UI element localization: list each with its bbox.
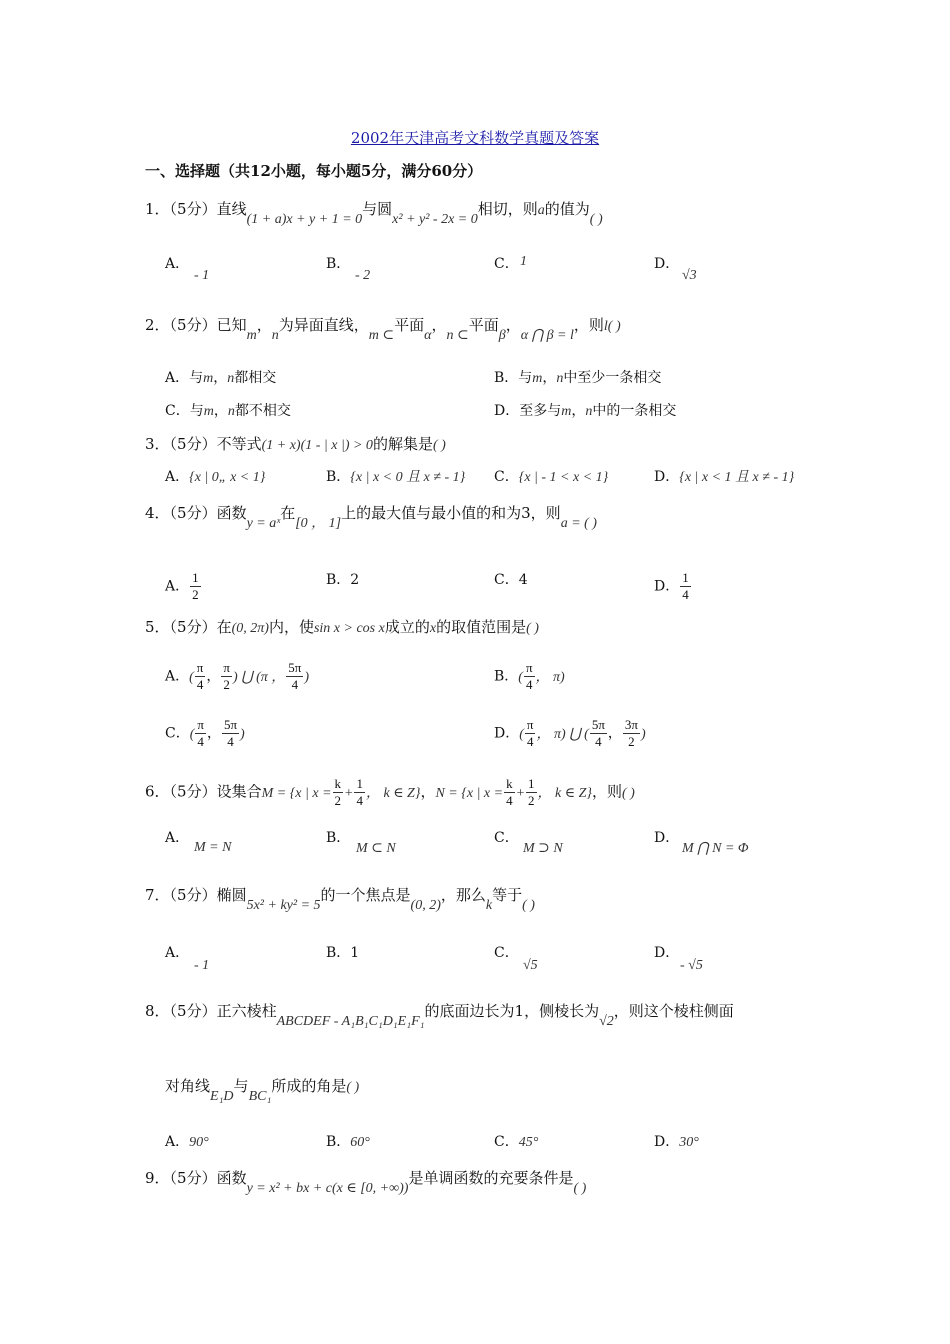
option-var: m: [561, 404, 572, 419]
q6-set-n: N = {x | x =: [435, 785, 504, 801]
page-title[interactable]: 2002年天津高考文科数学真题及答案: [350, 129, 600, 147]
option-text: ，: [571, 403, 586, 419]
q1-circle-equation: x² + y² - 2x = 0: [392, 212, 478, 227]
q5-option-d: [494, 717, 646, 750]
q6-option-a-label: A．: [165, 830, 190, 846]
fraction: [190, 570, 201, 603]
q2-option-a: [165, 368, 276, 389]
q7-option-d-label: D．: [654, 945, 680, 961]
option-label: C．: [165, 725, 190, 742]
fraction: [526, 776, 537, 809]
option-text: 中的一条相交: [592, 403, 677, 419]
q4-option-c: [494, 570, 528, 590]
question-4: [145, 502, 597, 531]
q2-var-n: n: [271, 328, 279, 343]
option-label: B．: [326, 469, 351, 485]
q7-text: ，那么: [440, 886, 486, 904]
numerator: k: [506, 776, 513, 791]
option-label: C．: [494, 1134, 519, 1150]
q2-text: 为异面直线，: [278, 316, 369, 334]
section-heading: 一、选择题（共12小题，每小题5分，满分60分）: [145, 162, 483, 180]
answer-blank: l( ): [603, 319, 621, 334]
question-9: [145, 1167, 587, 1196]
q6-set-m: M = {x | x =: [261, 785, 332, 801]
option-text: (: [518, 669, 523, 685]
numerator: π: [197, 717, 204, 732]
q1-variable: a: [537, 203, 545, 218]
option-value: {x | x < 1 且 x ≠ - 1}: [679, 470, 795, 485]
answer-blank: ( ): [573, 1181, 587, 1196]
q7-option-a-label: A．: [165, 945, 190, 961]
option-text: ): [640, 726, 646, 742]
q8-segment: BC₁: [248, 1089, 272, 1104]
question-1: [145, 198, 603, 227]
fraction: [286, 660, 303, 693]
question-3: [145, 433, 446, 457]
q5-option-c: [165, 717, 245, 750]
q3-text: 的解集是: [372, 435, 433, 453]
q4-option-b: [326, 570, 359, 590]
q2-text: ，: [505, 316, 521, 334]
fraction: [680, 570, 691, 603]
numerator: 1: [528, 776, 535, 791]
q3-option-d: [654, 467, 794, 488]
option-text: ，: [607, 725, 622, 742]
fraction: [524, 660, 535, 693]
option-var: n: [556, 371, 564, 386]
q4-text: 上的最大值与最小值的和为3，则: [341, 504, 561, 522]
denominator: 4: [197, 734, 204, 749]
denominator: 2: [528, 793, 535, 808]
fraction: [354, 776, 365, 809]
q6-option-d-label: D．: [654, 830, 680, 846]
q1-line-equation: (1 + a)x + y + 1 = 0: [246, 212, 363, 227]
q3-option-b: [326, 467, 465, 488]
answer-blank: ( ): [526, 621, 539, 636]
option-value: 4: [518, 572, 528, 588]
option-text: 都相交: [234, 370, 277, 386]
answer-blank: ( ): [622, 785, 635, 801]
numerator: π: [223, 660, 230, 675]
option-text: ): [240, 726, 245, 742]
q8-text: 与: [233, 1077, 249, 1095]
q6-option-c-label: C．: [494, 830, 519, 846]
q2-beta: β: [498, 328, 506, 343]
q7-option-c-value: √5: [523, 958, 538, 973]
option-var: n: [227, 371, 235, 386]
q1-text: 与圆: [362, 200, 393, 218]
q6-set-n: ， k ∈ Z}: [537, 785, 592, 801]
q5-variable: x: [429, 621, 437, 636]
denominator: 4: [196, 677, 204, 692]
fraction: [195, 717, 206, 750]
denominator: 4: [682, 587, 689, 602]
q8-text: ，则这个棱柱侧面: [613, 1002, 734, 1020]
denominator: 2: [628, 734, 635, 749]
q7-option-a-value: - 1: [194, 958, 210, 973]
option-text: 中至少一条相交: [563, 370, 662, 386]
q7-variable: k: [485, 898, 493, 913]
question-8: [145, 1000, 734, 1029]
q6-stem: 6．（5分）设集合: [145, 782, 262, 801]
option-text: ，: [213, 403, 228, 419]
option-var: n: [585, 404, 593, 419]
q3-stem: 3．（5分）不等式: [145, 435, 262, 453]
q6-text: +: [344, 785, 354, 801]
option-text: (: [189, 726, 195, 742]
q5-option-b: [494, 660, 565, 693]
numerator: 1: [356, 776, 363, 791]
fraction: [221, 660, 232, 693]
q5-text: 成立的: [384, 618, 430, 636]
q5-inequality: sin x > cos x: [313, 621, 385, 636]
q6-option-b-label: B．: [326, 830, 351, 846]
option-var: m: [203, 371, 214, 386]
option-text: ， π): [535, 669, 565, 685]
option-label: A．: [165, 1134, 190, 1150]
denominator: 4: [506, 793, 513, 808]
option-value: {x | x < 0 且 x ≠ - 1}: [350, 470, 466, 485]
q1-option-d-label: D．: [654, 256, 680, 272]
denominator: 4: [526, 734, 534, 749]
denominator: 4: [227, 734, 234, 749]
numerator: 5π: [223, 717, 238, 732]
q6-set-m: ， k ∈ Z}: [365, 785, 421, 801]
fraction: [333, 776, 344, 809]
q7-text: 的一个焦点是: [320, 886, 411, 904]
option-value: 45°: [518, 1135, 539, 1150]
option-value: {x | - 1 < x < 1}: [518, 470, 609, 485]
q2-stem: 2．（5分）已知: [145, 316, 247, 334]
option-var: m: [203, 404, 214, 419]
q5-interval: (0, 2π): [231, 621, 269, 636]
q1-option-d-value: √3: [682, 268, 697, 283]
option-label: A．: [165, 469, 190, 485]
q5-stem: 5．（5分）在: [145, 618, 232, 636]
q1-text: 的值为: [544, 200, 590, 218]
option-var: n: [227, 404, 235, 419]
question-7: [145, 884, 535, 913]
q6-text: +: [515, 785, 526, 801]
option-text: ， π) ⋃ (: [536, 726, 589, 742]
q8-stem: 8．（5分）正六棱柱: [145, 1002, 277, 1020]
option-label: B．: [326, 1134, 351, 1150]
q9-function: y = x² + bx + c(x ∈ [0, +∞)): [246, 1181, 409, 1196]
q4-option-a: [165, 570, 202, 603]
q2-expr: m ⊂: [368, 328, 395, 343]
answer-blank: ( ): [522, 898, 535, 913]
numerator: k: [334, 776, 342, 791]
denominator: 2: [334, 793, 342, 808]
option-label: C．: [494, 469, 519, 485]
option-label: D．: [654, 1134, 680, 1150]
question-8-continued: [165, 1075, 360, 1104]
q3-option-a: [165, 467, 265, 488]
option-text: ，: [206, 668, 221, 685]
q1-option-b-label: B．: [326, 256, 351, 272]
q8-text: 的底面边长为1，侧棱长为: [424, 1002, 600, 1020]
numerator: 5π: [288, 660, 302, 675]
denominator: 4: [595, 734, 602, 749]
q8-prism: ABCDEF - A₁B₁C₁D₁E₁F₁: [276, 1014, 425, 1029]
q7-stem: 7．（5分）椭圆: [145, 886, 247, 904]
numerator: 1: [682, 570, 689, 585]
question-2: [145, 314, 621, 343]
q2-option-b: [494, 368, 661, 389]
numerator: 3π: [624, 717, 638, 732]
fraction: [525, 717, 536, 750]
q8-option-a: [165, 1132, 209, 1153]
option-label: A．: [165, 668, 190, 685]
numerator: 5π: [591, 717, 605, 732]
option-value: 60°: [350, 1135, 370, 1150]
q8-length: √2: [599, 1014, 614, 1029]
option-text: ) ⋃ (π ，: [232, 669, 286, 685]
q1-option-c-label: C．: [494, 256, 519, 272]
option-label: D．至多与: [494, 403, 562, 419]
q9-text: 是单调函数的充要条件是: [408, 1169, 574, 1187]
denominator: 2: [223, 677, 230, 692]
option-label: C．: [494, 572, 519, 588]
q2-option-d: [494, 401, 676, 422]
q8-option-c: [494, 1132, 538, 1153]
q2-expr: n ⊂: [446, 328, 469, 343]
q7-option-b: [326, 943, 359, 963]
q1-option-b-value: - 2: [355, 268, 371, 283]
q2-var-m: m: [246, 328, 257, 343]
q2-text: ，: [431, 316, 447, 334]
denominator: 4: [526, 677, 533, 692]
q2-text: ，: [256, 316, 272, 334]
fraction: [504, 776, 515, 809]
q7-ellipse-equation: 5x² + ky² = 5: [246, 898, 321, 913]
option-value: 90°: [189, 1135, 209, 1150]
option-label: D．: [494, 725, 520, 742]
q6-option-d-value: M ⋂ N = Φ: [682, 841, 749, 856]
fraction: [590, 717, 607, 750]
q4-function: y = aˣ: [246, 516, 281, 531]
option-value: 1: [350, 945, 360, 961]
q7-option-c-label: C．: [494, 945, 519, 961]
q5-option-a: [165, 660, 309, 693]
q1-stem: 1．（5分）直线: [145, 200, 247, 218]
q1-option-a-value: - 1: [194, 268, 210, 283]
denominator: 4: [291, 677, 299, 692]
q2-text: ，则: [573, 316, 604, 334]
option-text: ，: [206, 725, 221, 742]
option-label: B．: [326, 945, 351, 961]
q8-text: 对角线: [165, 1077, 211, 1095]
q2-alpha: α: [424, 328, 432, 343]
denominator: 2: [192, 587, 199, 602]
q3-option-c: [494, 467, 608, 488]
q3-inequality: (1 + x)(1 - | x |) > 0: [261, 438, 373, 453]
numerator: π: [525, 660, 533, 675]
q5-text: 的取值范围是: [436, 618, 527, 636]
answer-blank: ( ): [432, 438, 446, 453]
numerator: π: [196, 660, 204, 675]
option-label: B．: [326, 572, 351, 588]
option-label: B．与: [494, 370, 533, 386]
option-value: {x | 0„ x < 1}: [189, 470, 266, 485]
fraction: [195, 660, 206, 693]
option-text: (: [189, 669, 194, 685]
question-6: [145, 776, 635, 809]
q8-option-b: [326, 1132, 370, 1153]
option-label: D．: [654, 578, 680, 595]
option-var: m: [532, 371, 543, 386]
option-text: (: [519, 726, 524, 742]
option-text: ): [304, 669, 310, 685]
fraction: [623, 717, 640, 750]
q7-text: 等于: [492, 886, 523, 904]
q8-text: 所成的角是: [271, 1077, 347, 1095]
answer-blank: ( ): [346, 1080, 360, 1095]
q6-option-b-value: M ⊂ N: [356, 841, 396, 856]
q1-option-c-value: 1: [520, 254, 527, 269]
answer-blank: a = ( ): [560, 516, 597, 531]
question-5: [145, 616, 539, 640]
option-label: A．与: [165, 370, 204, 386]
option-label: D．: [654, 469, 680, 485]
denominator: 4: [356, 793, 363, 808]
q6-option-a-value: M = N: [194, 840, 232, 855]
option-label: C．与: [165, 403, 204, 419]
answer-blank: ( ): [589, 212, 603, 227]
q8-segment: E₁D: [210, 1089, 234, 1104]
option-value: 2: [350, 572, 360, 588]
q2-text: 平面: [468, 316, 499, 334]
q7-point: (0, 2): [410, 898, 441, 913]
option-label: A．: [165, 578, 190, 595]
fraction: [222, 717, 239, 750]
q5-text: 内，使: [268, 618, 314, 636]
numerator: 1: [192, 570, 199, 585]
q1-option-a-label: A．: [165, 256, 190, 272]
q6-text: ，: [420, 782, 436, 801]
q7-option-d-value: - √5: [680, 958, 703, 973]
q2-expr: α ⋂ β = l: [520, 328, 574, 343]
option-value: 30°: [679, 1135, 699, 1150]
q4-text: 在: [280, 504, 296, 522]
q9-stem: 9．（5分）函数: [145, 1169, 247, 1187]
option-label: B．: [494, 668, 519, 685]
q6-option-c-value: M ⊃ N: [523, 841, 563, 856]
q6-text: ，则: [592, 782, 623, 801]
option-text: 都不相交: [234, 403, 291, 419]
q4-interval: [0 ， 1]: [295, 516, 342, 531]
q4-option-d: [654, 570, 692, 603]
q2-text: 平面: [394, 316, 425, 334]
q1-text: 相切，则: [477, 200, 538, 218]
q8-option-d: [654, 1132, 699, 1153]
q2-option-c: [165, 401, 291, 422]
q4-stem: 4．（5分）函数: [145, 504, 247, 522]
option-text: ，: [542, 370, 557, 386]
option-text: ，: [213, 370, 228, 386]
numerator: π: [526, 717, 534, 732]
